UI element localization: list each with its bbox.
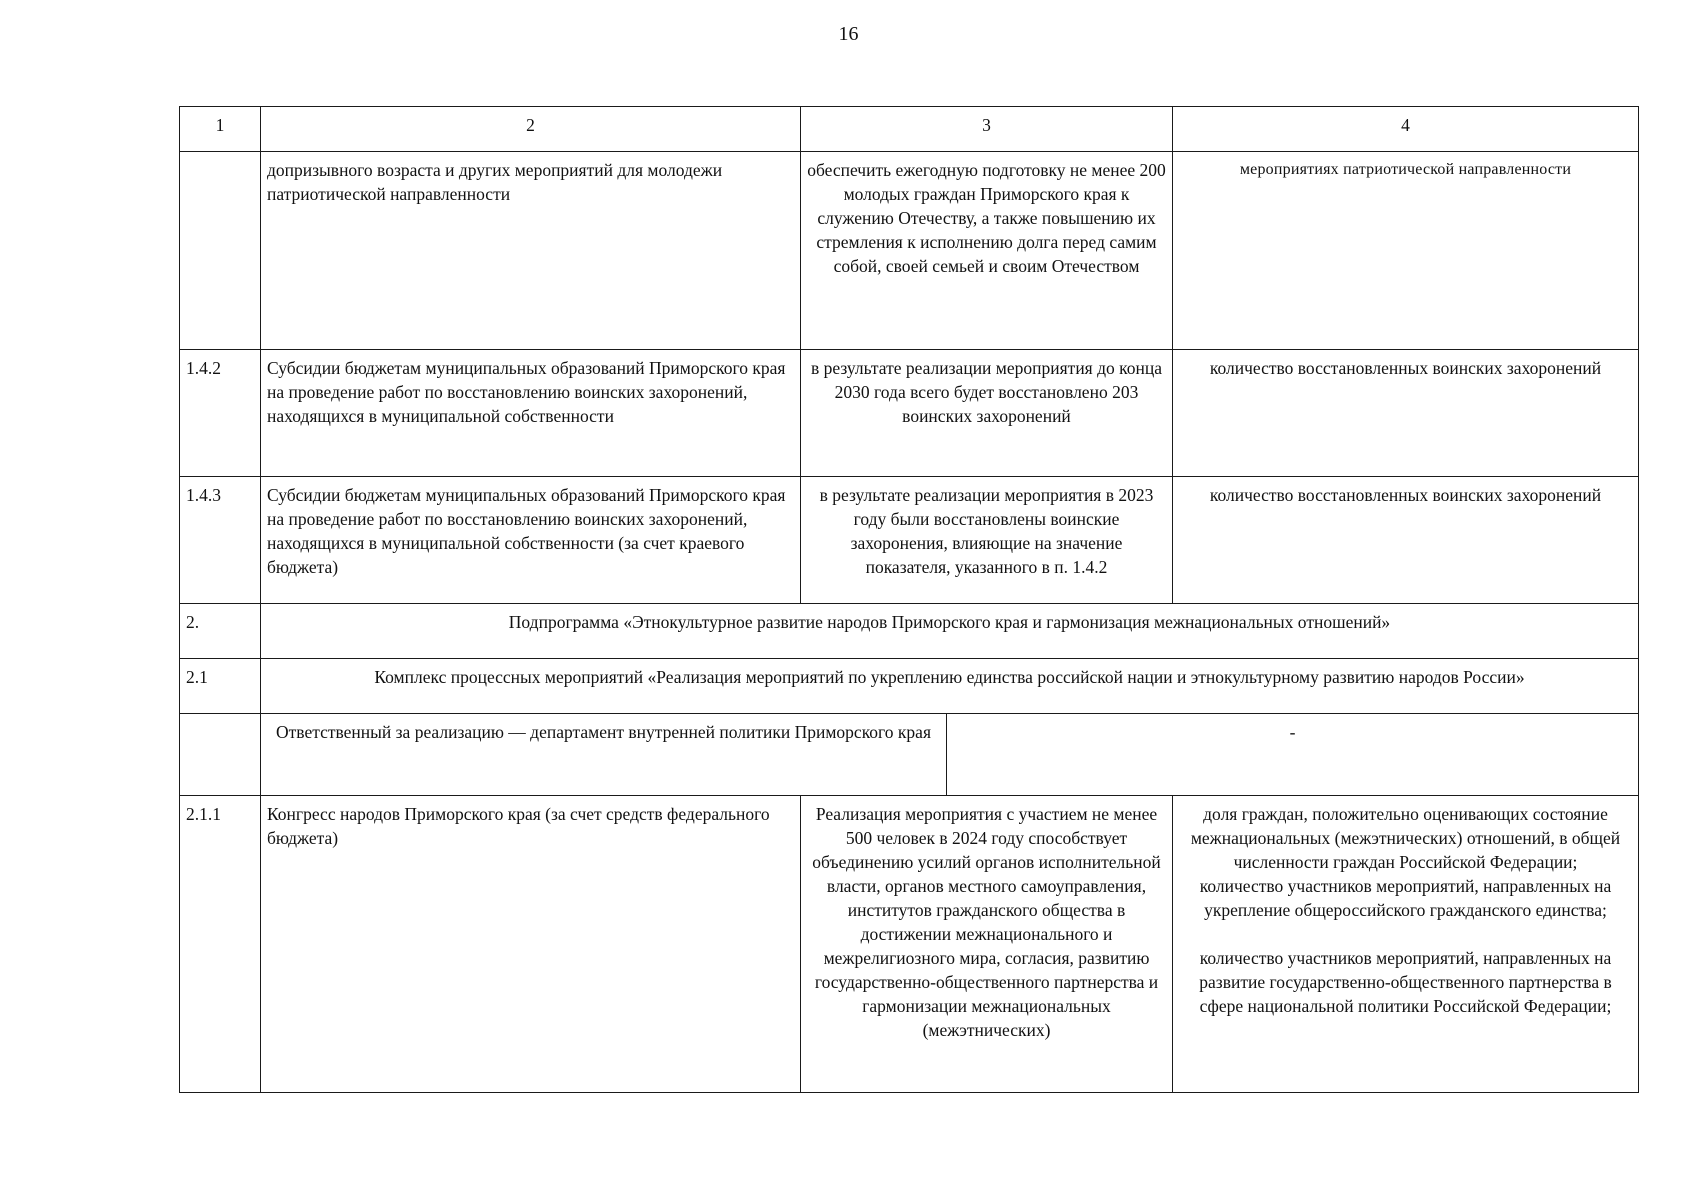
page-number: 16 (838, 23, 859, 45)
activity-cell: Субсидии бюджетам муниципальных образований Приморского края на проведение работ по восстановлению воинских захоронений, находящихся в муниципальной собственности (за счет краевого бюджета) (261, 477, 801, 604)
responsible-cell: Ответственный за реализацию — департамент внутренней политики Приморского края (261, 714, 947, 796)
table-row (180, 796, 1639, 1093)
responsible-row (180, 714, 1639, 796)
indicator-text: количество участников мероприятий, направленных на укрепление общероссийского гражданского единства; (1199, 876, 1612, 920)
result-cell: Реализация мероприятия с участием не менее 500 человек в 2024 году способствует объединению усилий органов исполнительной власти, органов местного самоуправления, институтов гражданского общества в достижении межнационального и межрелигиозного мира, согласия, развитию государственно-общественного партнерства и гармонизации межнациональных (межэтнических) (801, 796, 1173, 1093)
table-header-row (180, 107, 1639, 152)
indicator-text: доля граждан, положительно оценивающих состояние межнациональных (межэтнических) отношений, в общей численности граждан Российской Федерации; (1190, 804, 1621, 872)
result-cell: обеспечить ежегодную подготовку не менее 200 молодых граждан Приморского края к служению Отечеству, а также повышению их стремления к исполнению долга перед самим собой, своей семьей и своим Отечеством (801, 152, 1173, 350)
result-cell: в результате реализации мероприятия в 2023 году были восстановлены воинские захоронения, влияющие на значение показателя, указанного в п. 1.4.2 (801, 477, 1173, 604)
indicator-cell (1173, 796, 1639, 1093)
complex-row (180, 659, 1639, 714)
indicator-cell: количество восстановленных воинских захоронений (1173, 350, 1639, 477)
row-number: 1.4.2 (180, 350, 261, 477)
indicator-text: количество участников мероприятий, направленных на развитие государственно-общественного партнерства в сфере национальной политики Российской Федерации; (1199, 948, 1612, 1016)
header-col-4: 4 (1173, 107, 1639, 152)
program-table (179, 106, 1639, 1093)
table-row (180, 350, 1639, 477)
row-number: 2.1.1 (180, 796, 261, 1093)
header-col-3: 3 (801, 107, 1173, 152)
table-row (180, 477, 1639, 604)
responsible-value: - (947, 714, 1639, 796)
complex-title: Комплекс процессных мероприятий «Реализация мероприятий по укреплению единства российской нации и этнокультурному развитию народов России» (261, 659, 1639, 714)
row-number: 2.1 (180, 659, 261, 714)
table-row (180, 152, 1639, 350)
activity-cell: допризывного возраста и других мероприятий для молодежи патриотической направленности (261, 152, 801, 350)
result-cell: в результате реализации мероприятия до конца 2030 года всего будет восстановлено 203 воинских захоронений (801, 350, 1173, 477)
header-col-1: 1 (180, 107, 261, 152)
indicator-cell: количество восстановленных воинских захоронений (1173, 477, 1639, 604)
subprogram-row (180, 604, 1639, 659)
row-number: 1.4.3 (180, 477, 261, 604)
header-col-2: 2 (261, 107, 801, 152)
activity-cell: Конгресс народов Приморского края (за счет средств федерального бюджета) (261, 796, 801, 1093)
row-number (180, 714, 261, 796)
row-number: 2. (180, 604, 261, 659)
row-number (180, 152, 261, 350)
subprogram-title: Подпрограмма «Этнокультурное развитие народов Приморского края и гармонизация межнациональных отношений» (261, 604, 1639, 659)
indicator-cell: мероприятиях патриотической направленности (1173, 152, 1639, 350)
activity-cell: Субсидии бюджетам муниципальных образований Приморского края на проведение работ по восстановлению воинских захоронений, находящихся в муниципальной собственности (261, 350, 801, 477)
